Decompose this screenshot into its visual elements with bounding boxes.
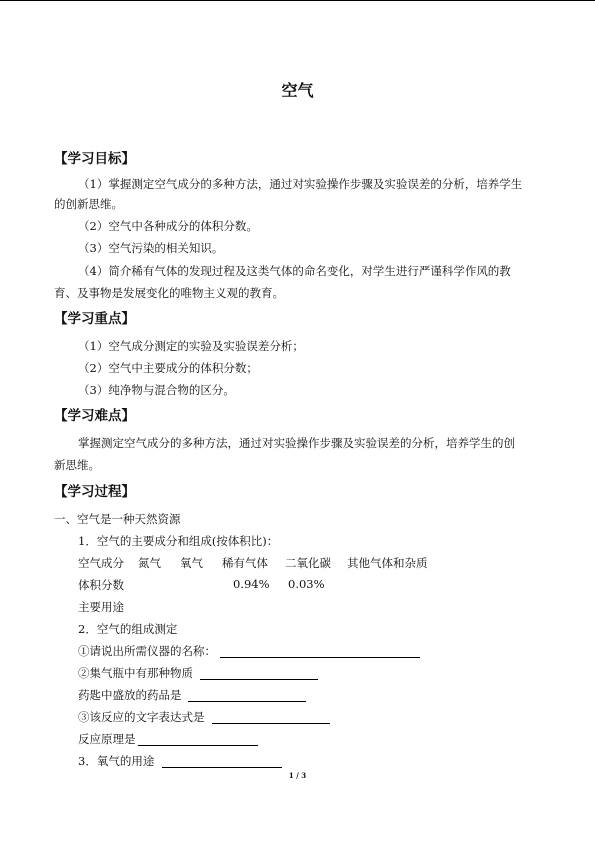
answer-blank-oxygen-uses[interactable] — [162, 767, 282, 768]
goals-item-4-line-2: 育、及事物是发展变化的唯物主义观的教育。 — [54, 286, 284, 300]
table-header-noble-gas: 稀有气体 — [222, 556, 268, 570]
page-number: 1 / 3 — [288, 771, 307, 780]
difficulties-line-1: 掌握测定空气成分的多种方法，通过对实验操作步骤及实验误差的分析，培养学生的创 — [78, 436, 515, 450]
answer-blank-spoon-reagent[interactable] — [188, 701, 306, 702]
table-row-carbon-dioxide-value: 0.03% — [288, 577, 325, 591]
key-points-item-2: （2）空气中主要成分的体积分数； — [78, 361, 258, 375]
main-use-label: 主要用途 — [78, 600, 124, 614]
goals-item-2: （2）空气中各种成分的体积分数。 — [78, 219, 258, 233]
table-header-carbon-dioxide: 二氧化碳 — [285, 556, 331, 570]
process-heading: 【学习过程】 — [54, 484, 135, 500]
question-2e: 反应原理是 — [78, 732, 136, 746]
process-part-1: 一、空气是一种天然资源 — [54, 512, 181, 526]
goals-item-1-line-1: （1）掌握测定空气成分的多种方法，通过对实验操作步骤及实验误差的分析，培养学生 — [78, 177, 523, 191]
question-2: 2．空气的组成测定 — [78, 622, 178, 636]
question-2c: 药匙中盛放的药品是 — [78, 688, 182, 702]
difficulties-line-2: 新思维。 — [54, 458, 100, 472]
key-points-item-3: （3）纯净物与混合物的区分。 — [78, 383, 235, 397]
table-header-oxygen: 氧气 — [180, 556, 203, 570]
difficulties-heading: 【学习难点】 — [54, 408, 135, 424]
table-row-noble-gas-value: 0.94% — [233, 577, 270, 591]
goals-item-4-line-1: （4）简介稀有气体的发现过程及这类气体的命名变化，对学生进行严谨科学作风的教 — [78, 264, 511, 278]
table-header-other-gases: 其他气体和杂质 — [347, 556, 428, 570]
answer-blank-instruments[interactable] — [220, 657, 420, 658]
table-row-volume-label: 体积分数 — [78, 578, 124, 592]
answer-blank-reaction-principle[interactable] — [138, 745, 258, 746]
top-border-line — [0, 0, 595, 1]
question-3: 3．氧气的用途 — [78, 754, 155, 768]
goals-heading: 【学习目标】 — [54, 151, 135, 167]
answer-blank-gas-bottle[interactable] — [200, 679, 318, 680]
goals-item-3: （3）空气污染的相关知识。 — [78, 241, 224, 255]
question-2a: ①请说出所需仪器的名称： — [78, 644, 216, 658]
table-header-nitrogen: 氮气 — [138, 556, 161, 570]
key-points-heading: 【学习重点】 — [54, 311, 135, 327]
answer-blank-word-equation[interactable] — [212, 723, 330, 724]
question-1: 1．空气的主要成分和组成(按体积比)： — [78, 534, 279, 548]
table-header-component: 空气成分 — [78, 556, 124, 570]
page-title: 空气 — [281, 81, 314, 100]
question-2b: ②集气瓶中有那种物质 — [78, 666, 193, 680]
key-points-item-1: （1）空气成分测定的实验及实验误差分析； — [78, 339, 304, 353]
goals-item-1-line-2: 的创新思维。 — [54, 197, 123, 211]
question-2d: ③该反应的文字表达式是 — [78, 710, 205, 724]
